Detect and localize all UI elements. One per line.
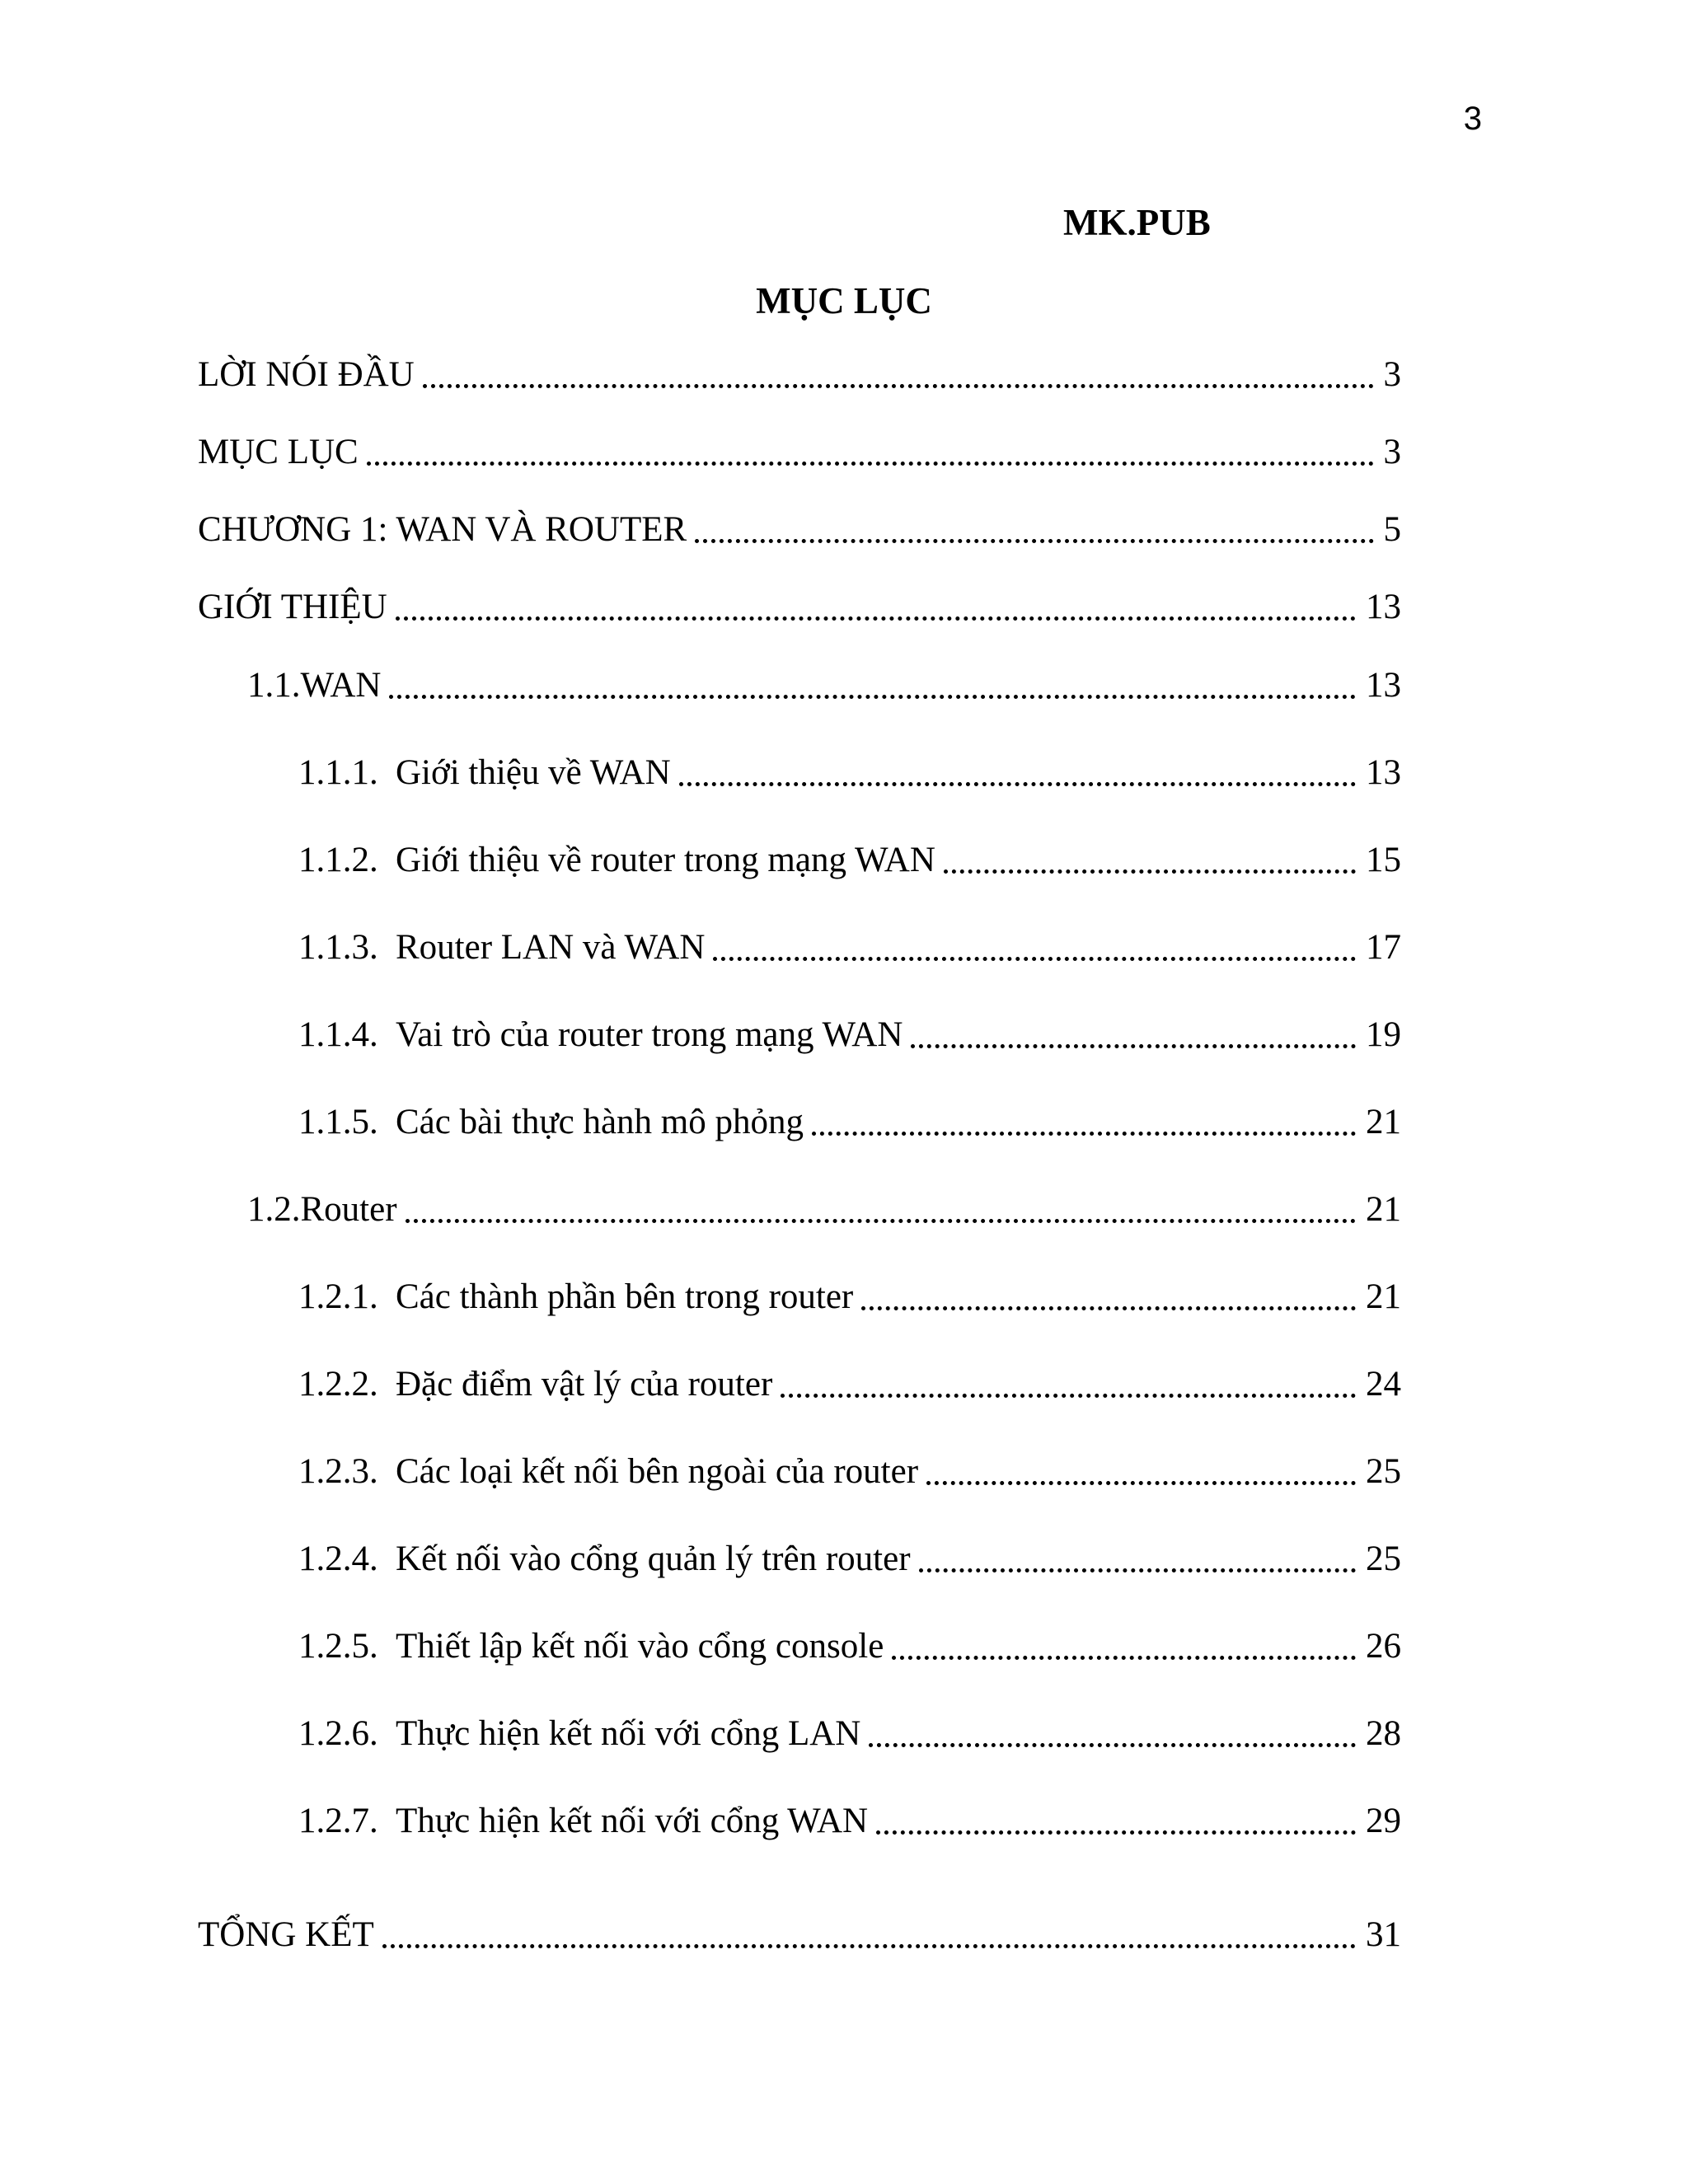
toc-entry-page: 21 — [1356, 1187, 1401, 1233]
toc-entry-title: Giới thiệu về router trong mạng WAN — [396, 841, 935, 879]
toc-entry-page: 3 — [1374, 352, 1402, 398]
toc-entry-page: 26 — [1356, 1624, 1401, 1670]
toc-entry — [298, 1620, 1401, 1670]
dot-leader — [679, 782, 1356, 786]
toc-entry-label — [298, 925, 713, 971]
toc-entry-number: 1.1.3. — [298, 928, 378, 967]
toc-entry — [298, 1358, 1401, 1408]
toc-entry-page: 21 — [1356, 1099, 1401, 1146]
toc-entry — [298, 921, 1401, 971]
toc-entry-title: Giới thiệu về WAN — [396, 753, 671, 792]
toc-entry — [247, 1183, 1401, 1233]
toc-entry — [298, 1533, 1401, 1582]
dot-leader — [695, 539, 1373, 543]
dot-leader — [926, 1481, 1356, 1485]
toc-entry-label — [198, 352, 423, 398]
toc-title: MỤC LỤC — [756, 280, 932, 321]
toc-entry-label — [298, 1536, 919, 1582]
toc-entry — [198, 349, 1401, 398]
dot-leader — [869, 1743, 1356, 1747]
toc-entry-page: 31 — [1356, 1912, 1401, 1958]
toc-entry-label — [298, 1711, 869, 1757]
page-number: 3 — [1463, 101, 1482, 137]
toc-entry — [298, 1708, 1401, 1757]
toc-entry — [298, 1096, 1401, 1146]
toc-entry — [298, 834, 1401, 883]
dot-leader — [713, 957, 1356, 961]
toc-entry-number: 1.2.3. — [298, 1452, 378, 1491]
toc-entry-title: CHƯƠNG 1: WAN VÀ ROUTER — [198, 510, 687, 549]
toc-entry-number: 1.2.2. — [298, 1365, 378, 1404]
toc-entry-label — [298, 1624, 892, 1670]
toc-entry — [198, 1909, 1401, 1958]
toc-entry-label — [298, 1449, 926, 1495]
toc-entry-number: 1.1.4. — [298, 1015, 378, 1054]
dot-leader — [812, 1132, 1356, 1136]
toc-entry — [298, 1271, 1401, 1320]
toc-entry — [298, 747, 1401, 796]
toc-entry-title: Vai trò của router trong mạng WAN — [396, 1015, 903, 1054]
toc-entry — [198, 426, 1401, 476]
dot-leader — [919, 1568, 1356, 1572]
toc-entry-title: Các bài thực hành mô phỏng — [396, 1103, 804, 1141]
toc-entry-title: TỔNG KẾT — [198, 1915, 374, 1954]
toc-entry-label — [198, 507, 695, 553]
toc-entry-number: 1.2.5. — [298, 1627, 378, 1666]
toc-entry-number: 1.2.7. — [298, 1802, 378, 1840]
toc-entry-page: 25 — [1356, 1536, 1401, 1582]
toc-entry-title: Kết nối vào cổng quản lý trên router — [396, 1540, 911, 1578]
toc-entry — [198, 504, 1401, 553]
toc-entry-label — [247, 1187, 406, 1233]
toc-entry-label — [298, 1274, 861, 1320]
dot-leader — [367, 462, 1374, 466]
toc-entry-title: Đặc điểm vật lý của router — [396, 1365, 773, 1404]
toc-entry-page: 13 — [1356, 584, 1401, 630]
toc-entry-number: 1.2.6. — [298, 1714, 378, 1753]
toc-entry-label — [198, 584, 396, 630]
toc-entry-label — [198, 429, 367, 476]
toc-entry-page: 25 — [1356, 1449, 1401, 1495]
toc-entry — [298, 1009, 1401, 1058]
toc-entry-number: 1.1.1. — [298, 753, 378, 792]
toc-entry-page: 21 — [1356, 1274, 1401, 1320]
toc-entry-title: GIỚI THIỆU — [198, 588, 387, 626]
toc-entry — [298, 1446, 1401, 1495]
dot-leader — [382, 1944, 1356, 1948]
toc-entry-page: 24 — [1356, 1361, 1401, 1408]
toc-entry — [247, 659, 1401, 709]
toc-entry-page: 13 — [1356, 750, 1401, 796]
toc-entry-label — [198, 1912, 382, 1958]
toc-entry — [198, 581, 1401, 630]
toc-entry-title: Router LAN và WAN — [396, 928, 706, 967]
dot-leader — [396, 616, 1356, 621]
toc-entry-number: 1.2.4. — [298, 1540, 378, 1578]
toc-entry-title: Thiết lập kết nối vào cổng console — [396, 1627, 884, 1666]
toc-entry-label — [298, 1798, 876, 1844]
toc-entry-page: 28 — [1356, 1711, 1401, 1757]
toc-entry-title: Router — [300, 1190, 397, 1229]
dot-leader — [781, 1394, 1356, 1398]
toc-entry-page: 3 — [1374, 429, 1402, 476]
dot-leader — [389, 695, 1356, 699]
dot-leader — [944, 869, 1356, 874]
toc-entry-title: Thực hiện kết nối với cổng WAN — [396, 1802, 869, 1840]
toc-entry-number: 1.1. — [247, 666, 301, 705]
toc-entry-label — [298, 750, 679, 796]
dot-leader — [861, 1306, 1356, 1310]
toc-entry-page: 19 — [1356, 1012, 1401, 1058]
toc-entry-label — [298, 1099, 812, 1146]
dot-leader — [423, 384, 1374, 388]
toc-entry-page: 29 — [1356, 1798, 1401, 1844]
toc-entry-title: Các thành phần bên trong router — [396, 1277, 854, 1316]
dot-leader — [892, 1656, 1356, 1660]
toc-entry-title: LỜI NÓI ĐẦU — [198, 355, 415, 394]
toc-entry-number: 1.1.2. — [298, 841, 378, 879]
toc-entry-page: 5 — [1374, 507, 1402, 553]
toc-entry-label — [298, 1012, 911, 1058]
toc-entry-title: WAN — [300, 666, 382, 705]
toc-entry-page: 15 — [1356, 837, 1401, 883]
toc-entry-page: 17 — [1356, 925, 1401, 971]
dot-leader — [406, 1219, 1356, 1223]
toc-entry-title: Thực hiện kết nối với cổng LAN — [396, 1714, 861, 1753]
toc-entry-number: 1.2. — [247, 1190, 301, 1229]
toc-entry-label — [298, 1361, 781, 1408]
publisher-mark: MK.PUB — [1063, 202, 1211, 243]
toc-entry-title: MỤC LỤC — [198, 433, 359, 471]
toc-entry-label — [298, 837, 944, 883]
toc-entry-number: 1.2.1. — [298, 1277, 378, 1316]
toc-entry-number: 1.1.5. — [298, 1103, 378, 1141]
toc-entry — [298, 1795, 1401, 1844]
toc-entry-title: Các loại kết nối bên ngoài của router — [396, 1452, 919, 1491]
dot-leader — [876, 1830, 1356, 1835]
dot-leader — [911, 1044, 1356, 1048]
toc-entry-page: 13 — [1356, 663, 1401, 709]
toc-entry-label — [247, 663, 389, 709]
